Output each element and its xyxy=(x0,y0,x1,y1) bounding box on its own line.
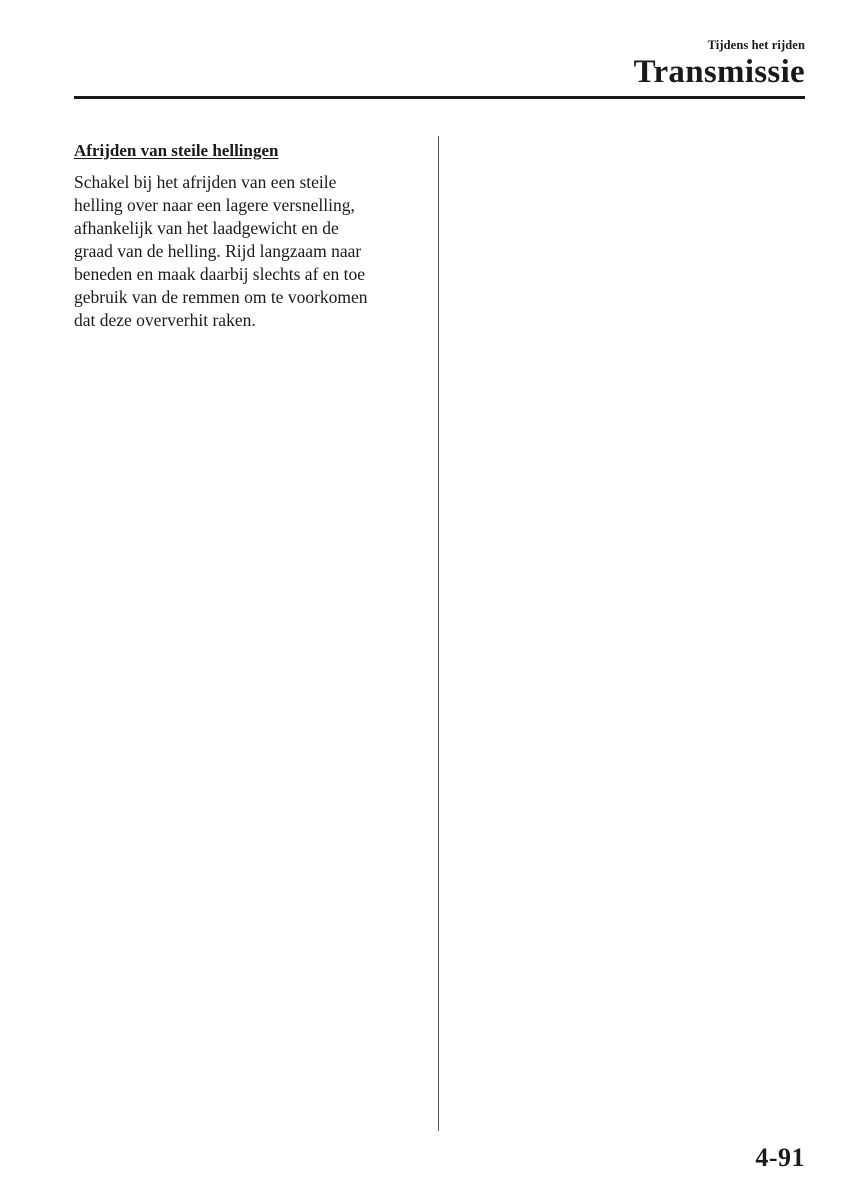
page-number: 4-91 xyxy=(755,1143,805,1172)
column-divider xyxy=(438,136,439,1131)
left-column xyxy=(74,140,424,332)
body-line: helling over naar een lagere versnelling, xyxy=(74,195,355,215)
section-label: Tijdens het rijden xyxy=(707,38,805,52)
page-title: Transmissie xyxy=(633,54,805,90)
body-line: graad van de helling. Rijd langzaam naar xyxy=(74,241,362,261)
body-line: dat deze oververhit raken. xyxy=(74,310,256,330)
section-heading: Afrijden van steile hellingen xyxy=(74,141,279,160)
body-line: gebruik van de remmen om te voorkomen xyxy=(74,287,368,307)
header-divider xyxy=(74,96,805,99)
body-line: beneden en maak daarbij slechts af en toe xyxy=(74,264,366,284)
body-paragraph xyxy=(74,171,424,332)
body-line: Schakel bij het afrijden van een steile xyxy=(74,172,337,192)
body-line: afhankelijk van het laadgewicht en de xyxy=(74,218,339,238)
